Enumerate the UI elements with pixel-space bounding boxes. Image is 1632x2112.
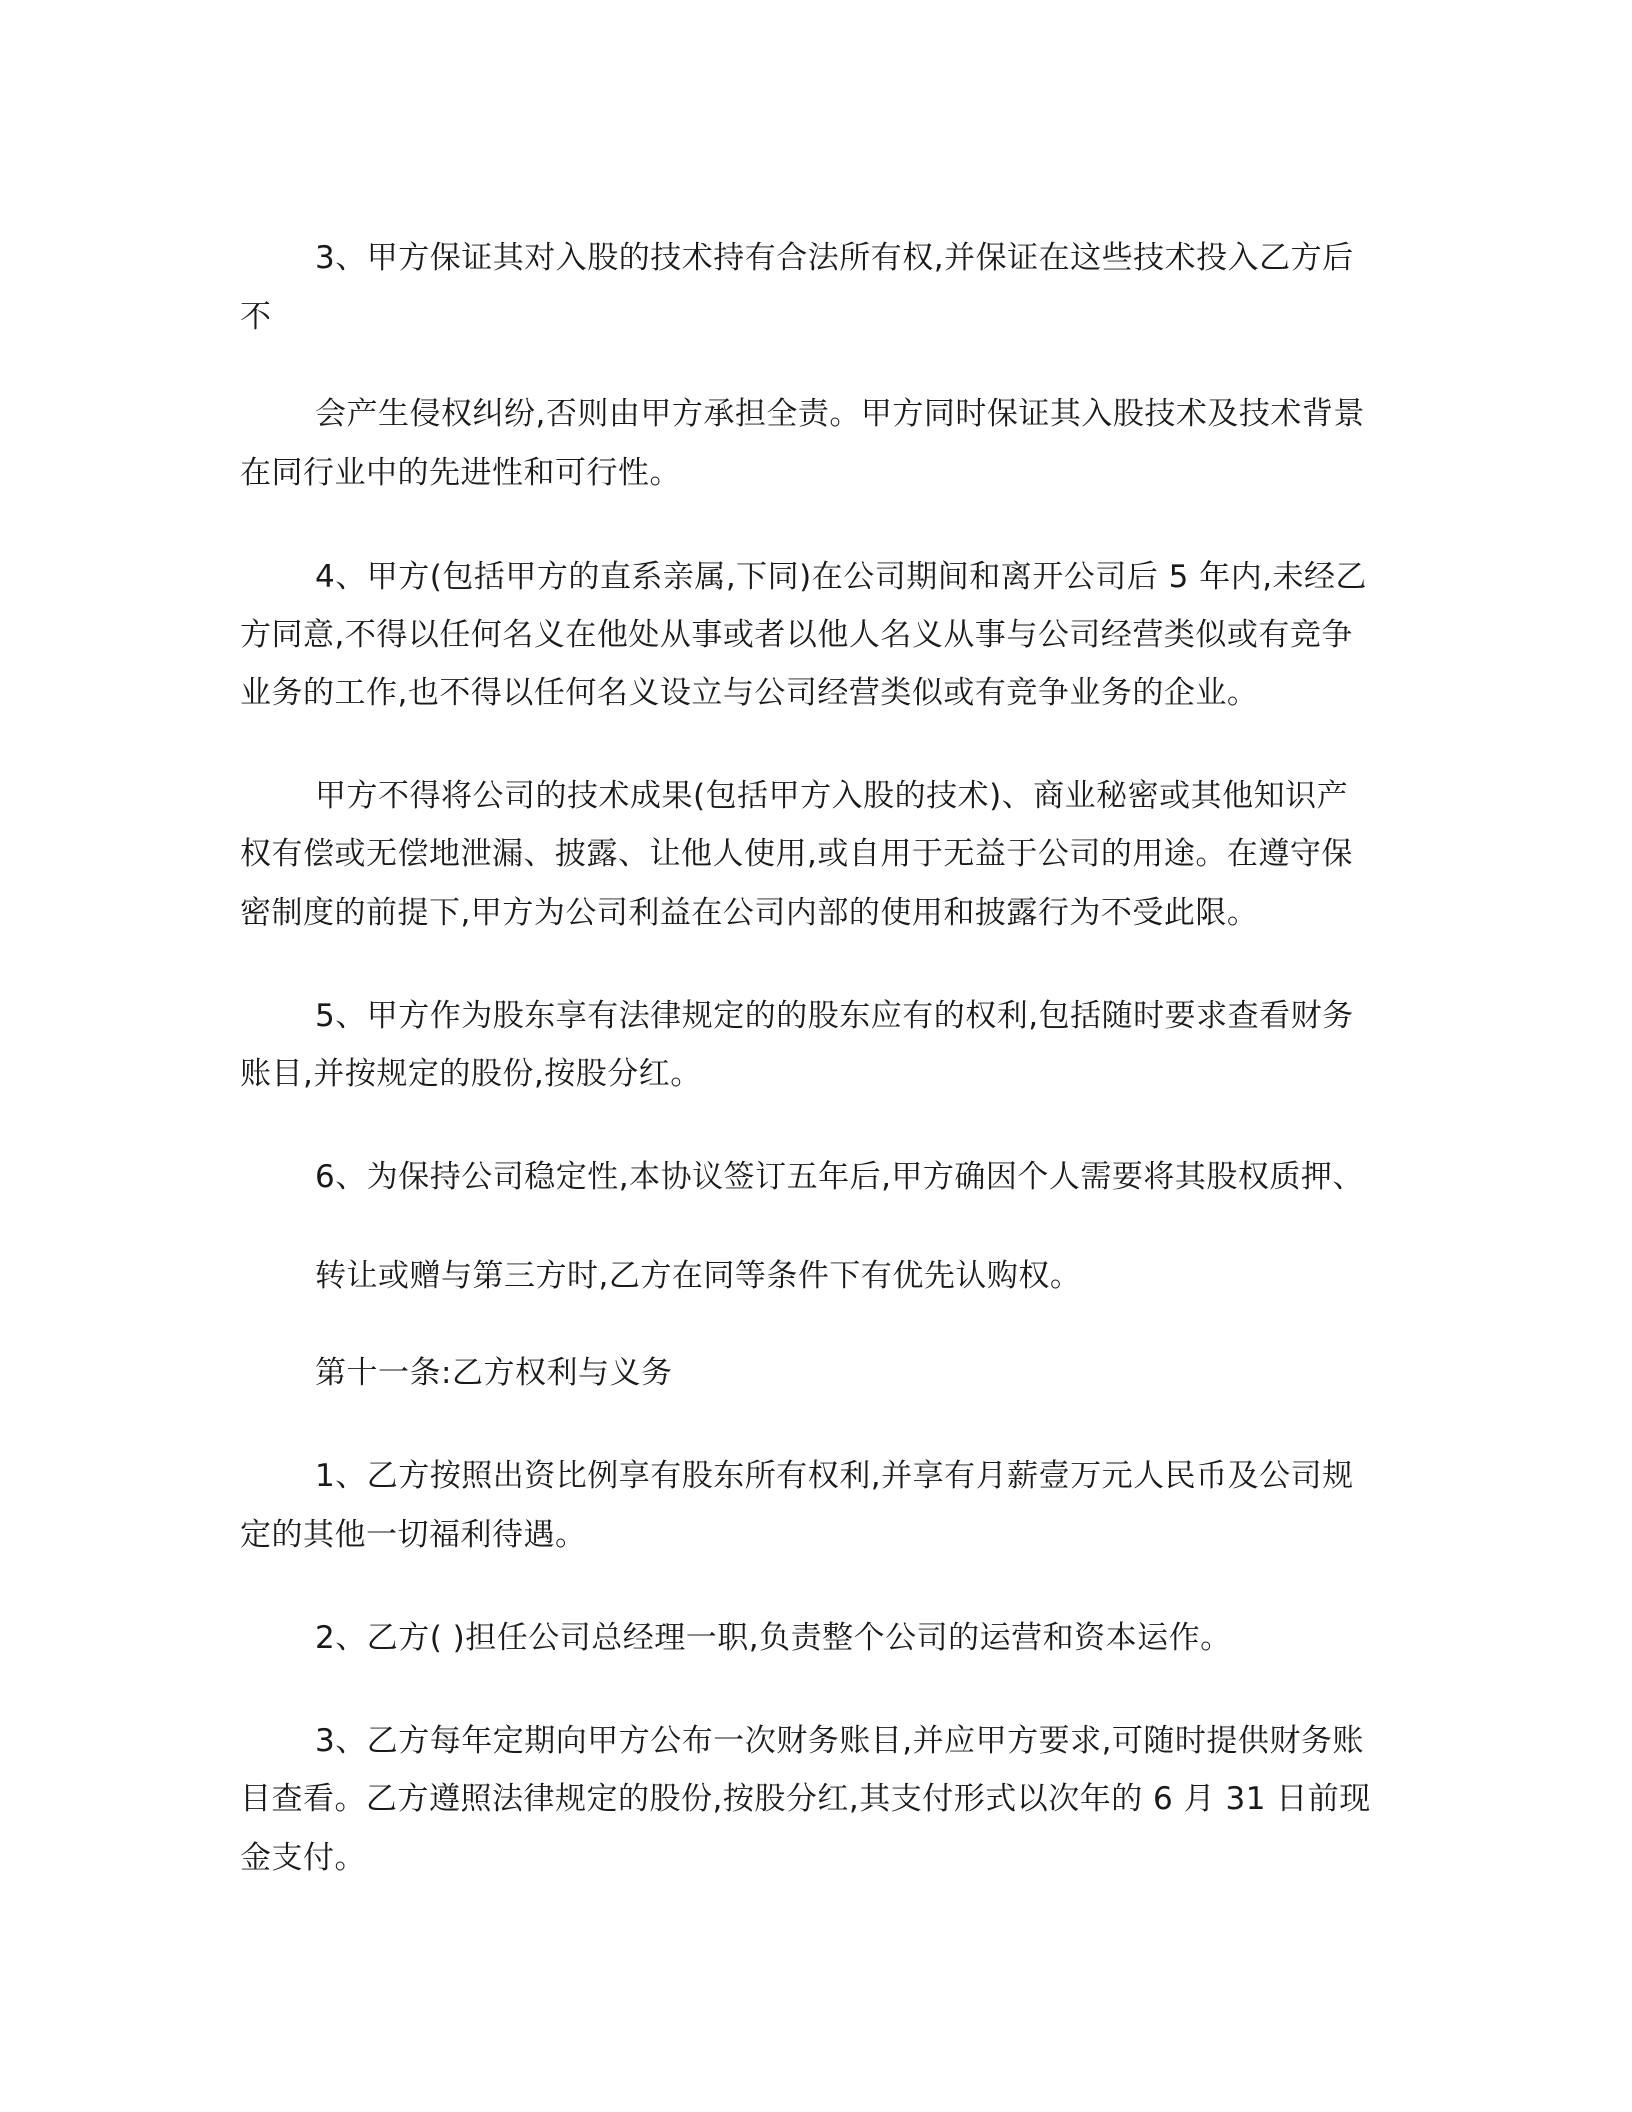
paragraph-line: 5、甲方作为股东享有法律规定的的股东应有的权利,包括随时要求查看财务: [315, 998, 1354, 1034]
paragraph-line: 金支付。: [240, 1840, 366, 1876]
paragraph-line: 定的其他一切福利待遇。: [240, 1517, 587, 1553]
paragraph-line: 不: [240, 299, 272, 335]
paragraph-line: 权有偿或无偿地泄漏、披露、让他人使用,或自用于无益于公司的用途。在遵守保: [240, 836, 1353, 872]
paragraph-line: 甲方不得将公司的技术成果(包括甲方入股的技术)、商业秘密或其他知识产: [315, 778, 1349, 814]
paragraph-line: 方同意,不得以任何名义在他处从事或者以他人名义从事与公司经营类似或有竞争: [240, 617, 1353, 653]
paragraph-line: 6、为保持公司稳定性,本协议签订五年后,甲方确因个人需要将其股权质押、: [315, 1159, 1364, 1195]
section-heading: 第十一条:乙方权利与义务: [315, 1355, 673, 1391]
paragraph-line: 3、甲方保证其对入股的技术持有合法所有权,并保证在这些技术投入乙方后: [315, 240, 1354, 276]
paragraph-line: 转让或赠与第三方时,乙方在同等条件下有优先认购权。: [315, 1258, 1082, 1294]
paragraph-line: 3、乙方每年定期向甲方公布一次财务账目,并应甲方要求,可随时提供财务账: [315, 1723, 1364, 1759]
paragraph-line: 业务的工作,也不得以任何名义设立与公司经营类似或有竞争业务的企业。: [240, 675, 1259, 711]
paragraph-line: 4、甲方(包括甲方的直系亲属,下同)在公司期间和离开公司后 5 年内,未经乙: [315, 559, 1368, 595]
paragraph-line: 密制度的前提下,甲方为公司利益在公司内部的使用和披露行为不受此限。: [240, 895, 1259, 931]
paragraph-line: 会产生侵权纠纷,否则由甲方承担全责。甲方同时保证其入股技术及技术背景: [315, 396, 1365, 432]
paragraph-line: 1、乙方按照出资比例享有股东所有权利,并享有月薪壹万元人民币及公司规: [315, 1458, 1354, 1494]
paragraph-line: 账目,并按规定的股份,按股分红。: [240, 1056, 702, 1092]
paragraph-line: 在同行业中的先进性和可行性。: [240, 455, 681, 491]
paragraph-line: 目查看。乙方遵照法律规定的股份,按股分红,其支付形式以次年的 6 月 31 日前现: [240, 1781, 1371, 1817]
paragraph-line: 2、乙方( )担任公司总经理一职,负责整个公司的运营和资本运作。: [315, 1620, 1232, 1656]
